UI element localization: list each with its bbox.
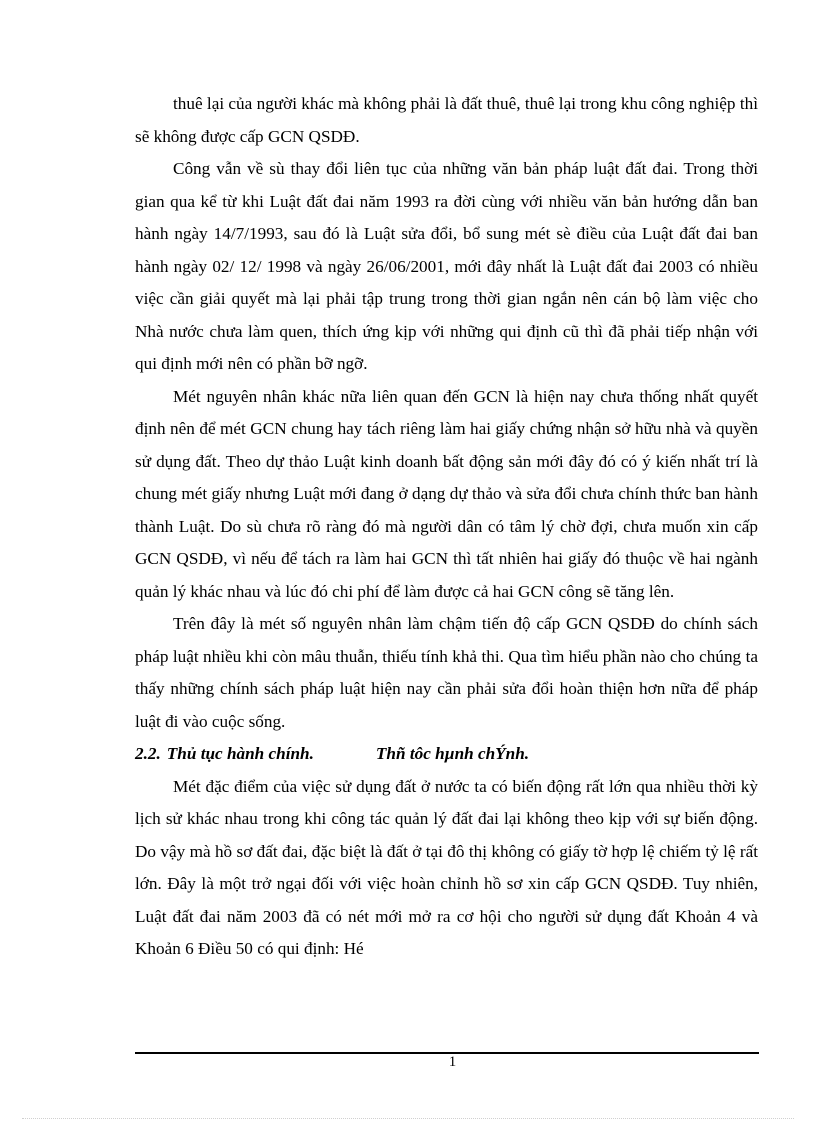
paragraph-continued: thuê lại của người khác mà không phải là đất thuê, thuê lại trong khu công nghiệp thì sẽ không được cấp GCN QSDĐ. bbox=[135, 94, 758, 146]
page-number: 1 bbox=[448, 1054, 457, 1070]
paragraph: Mét đặc điểm của việc sử dụng đất ở nước ta có biến động rất lớn qua nhiều thời kỳ lịch sử khác nhau trong khi công tác quản lý đất đai lại không theo kịp với sự biến động. Do vậy mà hồ sơ đất đai, đặc biệt là đất ở tại đô thị không có giấy tờ hợp lệ chiếm tỷ lệ rất lớn. Đây là một trở ngại đối với việc hoàn chỉnh hồ sơ xin cấp GCN QSDĐ. Tuy nhiên, Luật đất đai năm 2003 đã có nét mới mở ra cơ hội cho người sử dụng đất Khoản 4 và Khoản 6 Điều 50 có qui định: Hé bbox=[135, 776, 758, 958]
paragraph: Trên đây là mét số nguyên nhân làm chậm tiến độ cấp GCN QSDĐ do chính sách pháp luật nhiều khi còn mâu thuẫn, thiếu tính khả thi. Qua tìm hiểu phần nào cho chúng ta thấy những chính sách pháp luật hiện nay cần phải sửa đổi hoàn thiện hơn nữa để pháp luật đi vào cuộc sống. bbox=[135, 614, 758, 731]
section-heading bbox=[135, 738, 758, 771]
section-number: 2.2. bbox=[135, 744, 161, 763]
section-title-garbled: Thñ tôc hµnh chÝnh. bbox=[375, 744, 530, 763]
paragraph: Mét nguyên nhân khác nữa liên quan đến GCN là hiện nay chưa thống nhất quyết định nên để mét GCN chung hay tách riêng làm hai giấy chứng nhận sở hữu nhà và quyền sử dụng đất. Theo dự thảo Luật kinh doanh bất động sản mới đây đó có ý kiến nhất trí là chung mét giấy nhưng Luật mới đang ở dạng dự thảo và sửa đổi chưa chính thức ban hành thành Luật. Do sù chưa rõ ràng đó mà người dân có tâm lý chờ đợi, chưa muốn xin cấp GCN QSDĐ, vì nếu để tách ra làm hai GCN thì tất nhiên hai giấy đó thuộc về hai ngành quản lý khác nhau và lúc đó chi phí để làm được cả hai GCN công sẽ tăng lên. bbox=[135, 386, 758, 601]
page-edge-dotted-line bbox=[22, 1118, 794, 1119]
section-title: Thủ tục hành chính. bbox=[166, 744, 314, 763]
body-text bbox=[135, 88, 758, 966]
paragraph: Công vẫn về sù thay đổi liên tục của những văn bản pháp luật đất đai. Trong thời gian qua kể từ khi Luật đất đai năm 1993 ra đời cùng với nhiều văn bản hướng dẫn ban hành ngày 14/7/1993, sau đó là Luật sửa đổi, bổ sung mét sè điều của Luật đất đai ban hành ngày 02/ 12/ 1998 và ngày 26/06/2001, mới đây nhất là Luật đất đai 2003 có nhiều việc cần giải quyết mà lại phải tập trung trong thời gian ngắn nên cán bộ làm việc cho Nhà nước chưa làm quen, thích ứng kịp với những qui định cũ thì đã phải tiếp nhận với qui định mới nên có phần bỡ ngỡ. bbox=[135, 159, 758, 373]
